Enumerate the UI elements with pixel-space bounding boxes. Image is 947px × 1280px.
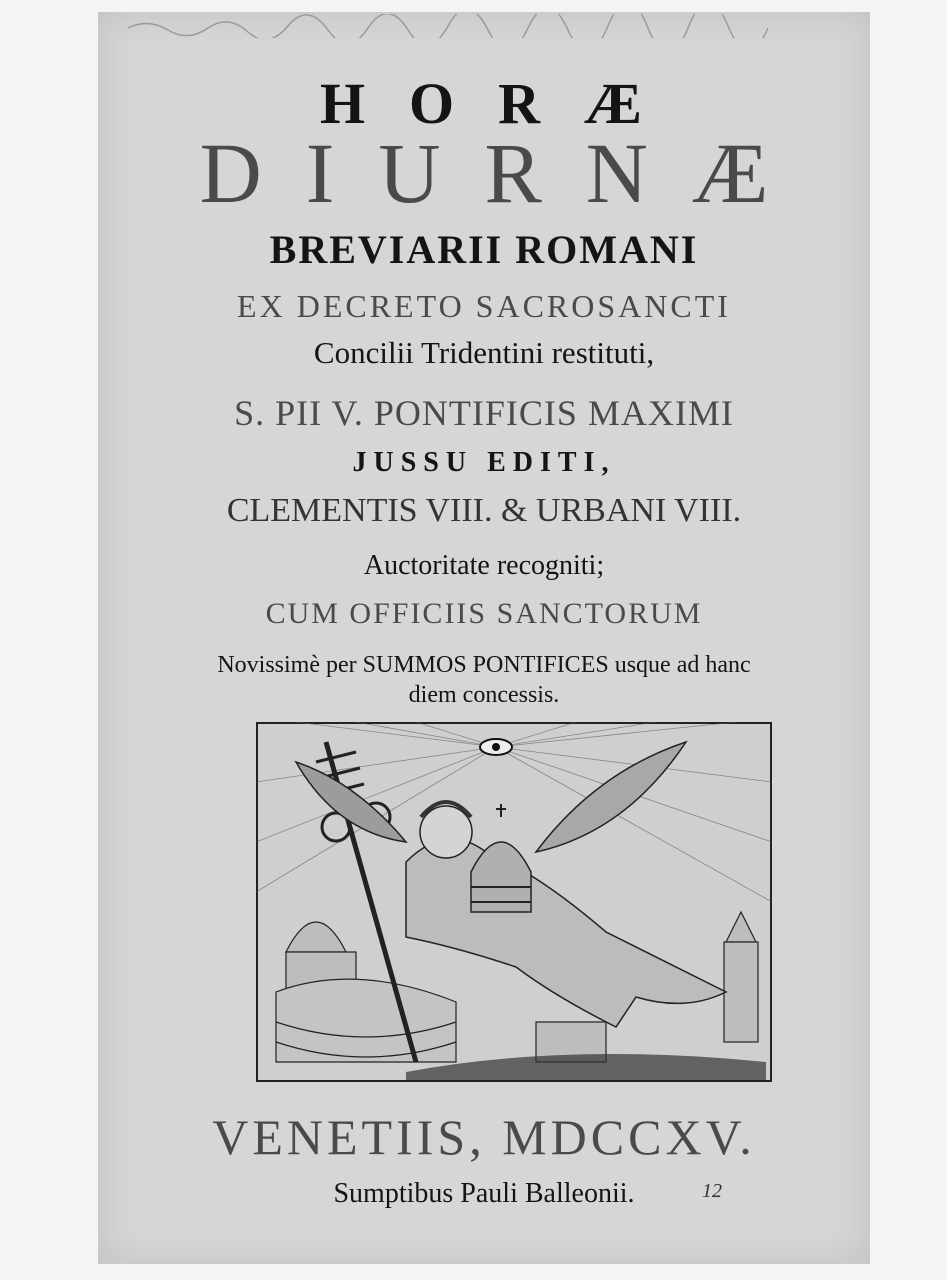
engraving-angel-icon [256, 722, 772, 1082]
handwritten-page-number: 12 [702, 1180, 722, 1202]
line-pii-pontificis: S. PII V. PONTIFICIS MAXIMI [234, 393, 734, 433]
line-diem-concessis: diem concessis. [408, 682, 560, 708]
line-jussu-editi: JUSSU EDITI, [352, 447, 616, 478]
line-concilii: Concilii Tridentini restituti, [313, 335, 655, 370]
title-page [98, 12, 870, 1264]
line-ex-decreto: EX DECRETO SACROSANCTI [237, 288, 731, 324]
line-novissime: Novissimè per SUMMOS PONTIFICES usque ad hanc [217, 652, 751, 678]
line-clementis-urbani: CLEMENTIS VIII. & URBANI VIII. [226, 492, 742, 529]
title-horae: HORÆ [319, 71, 687, 136]
title-diurnae: DIURNÆ [199, 125, 813, 221]
imprint-publisher: Sumptibus Pauli Balleonii. [333, 1178, 635, 1209]
title-breviarii-romani: BREVIARII ROMANI [269, 227, 699, 272]
handwritten-inscription [118, 14, 818, 38]
imprint-place-date: VENETIIS, MDCCXV. [212, 1109, 756, 1165]
line-cum-officiis: CUM OFFICIIS SANCTORUM [265, 597, 703, 630]
line-auctoritate: Auctoritate recogniti; [363, 550, 605, 581]
